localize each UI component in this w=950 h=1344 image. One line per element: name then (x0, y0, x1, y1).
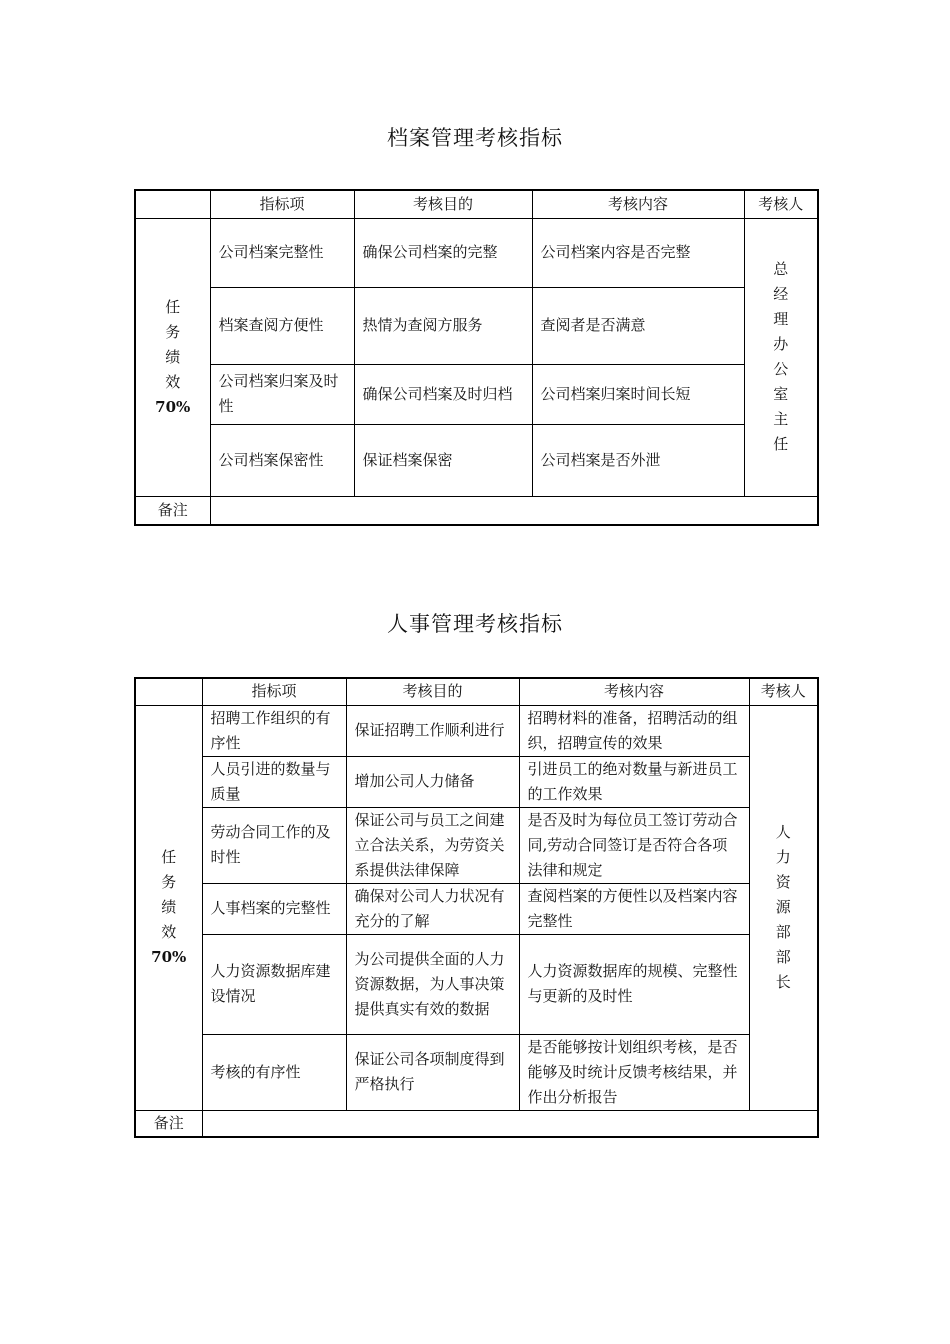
assessor-char: 部 (775, 923, 791, 941)
header-purpose: 考核目的 (346, 678, 519, 705)
note-row (135, 496, 818, 525)
purpose-cell: 确保公司档案的完整 (354, 218, 532, 287)
table-row (135, 934, 818, 1034)
content-cell: 是否能够按计划组织考核，是否能够及时统计反馈考核结果，并作出分析报告 (519, 1034, 749, 1110)
table-row (135, 1034, 818, 1110)
content-cell: 查阅档案的方便性以及档案内容完整性 (519, 883, 749, 934)
category-char: 务 (165, 322, 181, 341)
assessor-char: 主 (773, 410, 789, 428)
assessor-char: 源 (775, 898, 791, 916)
table-row (135, 807, 818, 883)
table-row (135, 218, 818, 287)
assessor-char: 总 (773, 260, 789, 278)
assessor-char: 力 (775, 848, 791, 866)
table-row (135, 424, 818, 496)
table-row (135, 705, 818, 756)
assessor-char: 理 (773, 310, 789, 328)
purpose-cell: 增加公司人力储备 (346, 756, 519, 807)
header-item: 指标项 (202, 678, 346, 705)
purpose-cell: 保证招聘工作顺利进行 (346, 705, 519, 756)
assessor-char: 经 (773, 285, 789, 303)
assessor-char: 部 (775, 948, 791, 966)
table-row (135, 287, 818, 364)
item-cell: 人力资源数据库建设情况 (202, 934, 346, 1034)
table-row (135, 364, 818, 424)
category-weight: 70% (155, 397, 191, 416)
content-cell: 招聘材料的准备，招聘活动的组织，招聘宣传的效果 (519, 705, 749, 756)
item-cell: 考核的有序性 (202, 1034, 346, 1110)
category-cell (135, 705, 202, 1110)
note-value (210, 496, 818, 525)
purpose-cell: 为公司提供全面的人力资源数据，为人事决策提供真实有效的数据 (346, 934, 519, 1034)
table2-title: 人事管理考核指标 (387, 612, 563, 636)
archive-kpi-table (134, 189, 819, 526)
category-char: 效 (161, 923, 177, 941)
category-char: 务 (161, 873, 177, 891)
item-cell: 档案查阅方便性 (210, 287, 354, 364)
table1-title: 档案管理考核指标 (387, 126, 563, 150)
table-row (135, 883, 818, 934)
category-weight: 70% (151, 948, 187, 966)
item-cell: 人员引进的数量与质量 (202, 756, 346, 807)
note-value (202, 1110, 818, 1137)
header-assessor: 考核人 (749, 678, 818, 705)
header-purpose: 考核目的 (354, 190, 532, 218)
category-char: 效 (165, 372, 181, 391)
header-content: 考核内容 (532, 190, 744, 218)
item-cell: 人事档案的完整性 (202, 883, 346, 934)
header-blank (135, 678, 202, 705)
table-row (135, 756, 818, 807)
content-cell: 公司档案是否外泄 (532, 424, 744, 496)
assessor-char: 公 (773, 360, 789, 378)
item-cell: 劳动合同工作的及时性 (202, 807, 346, 883)
header-blank (135, 190, 210, 218)
content-cell: 人力资源数据库的规模、完整性与更新的及时性 (519, 934, 749, 1034)
assessor-char: 资 (775, 873, 791, 891)
assessor-char: 办 (773, 335, 789, 353)
assessor-char: 室 (773, 385, 789, 403)
item-cell: 公司档案保密性 (210, 424, 354, 496)
category-char: 任 (165, 297, 181, 316)
assessor-char: 人 (775, 823, 791, 841)
purpose-cell: 保证档案保密 (354, 424, 532, 496)
table-header-row (135, 678, 818, 705)
assessor-cell (749, 705, 818, 1110)
category-char: 任 (161, 848, 177, 866)
category-char: 绩 (165, 347, 181, 366)
note-label: 备注 (135, 496, 210, 525)
hr-kpi-table (134, 677, 819, 1138)
purpose-cell: 保证公司与员工之间建立合法关系，为劳资关系提供法律保障 (346, 807, 519, 883)
header-item: 指标项 (210, 190, 354, 218)
item-cell: 招聘工作组织的有序性 (202, 705, 346, 756)
content-cell: 是否及时为每位员工签订劳动合同,劳动合同签订是否符合各项法律和规定 (519, 807, 749, 883)
category-char: 绩 (161, 898, 177, 916)
item-cell: 公司档案完整性 (210, 218, 354, 287)
assessor-char: 长 (775, 973, 791, 991)
purpose-cell: 确保公司档案及时归档 (354, 364, 532, 424)
content-cell: 查阅者是否满意 (532, 287, 744, 364)
purpose-cell: 热情为查阅方服务 (354, 287, 532, 364)
purpose-cell: 保证公司各项制度得到严格执行 (346, 1034, 519, 1110)
assessor-char: 任 (773, 435, 789, 453)
assessor-cell (744, 218, 818, 496)
header-assessor: 考核人 (744, 190, 818, 218)
purpose-cell: 确保对公司人力状况有充分的了解 (346, 883, 519, 934)
header-content: 考核内容 (519, 678, 749, 705)
category-cell (135, 218, 210, 496)
note-label: 备注 (135, 1110, 202, 1137)
note-row (135, 1110, 818, 1137)
content-cell: 公司档案内容是否完整 (532, 218, 744, 287)
content-cell: 公司档案归案时间长短 (532, 364, 744, 424)
item-cell: 公司档案归案及时性 (210, 364, 354, 424)
content-cell: 引进员工的绝对数量与新进员工的工作效果 (519, 756, 749, 807)
table-header-row (135, 190, 818, 218)
